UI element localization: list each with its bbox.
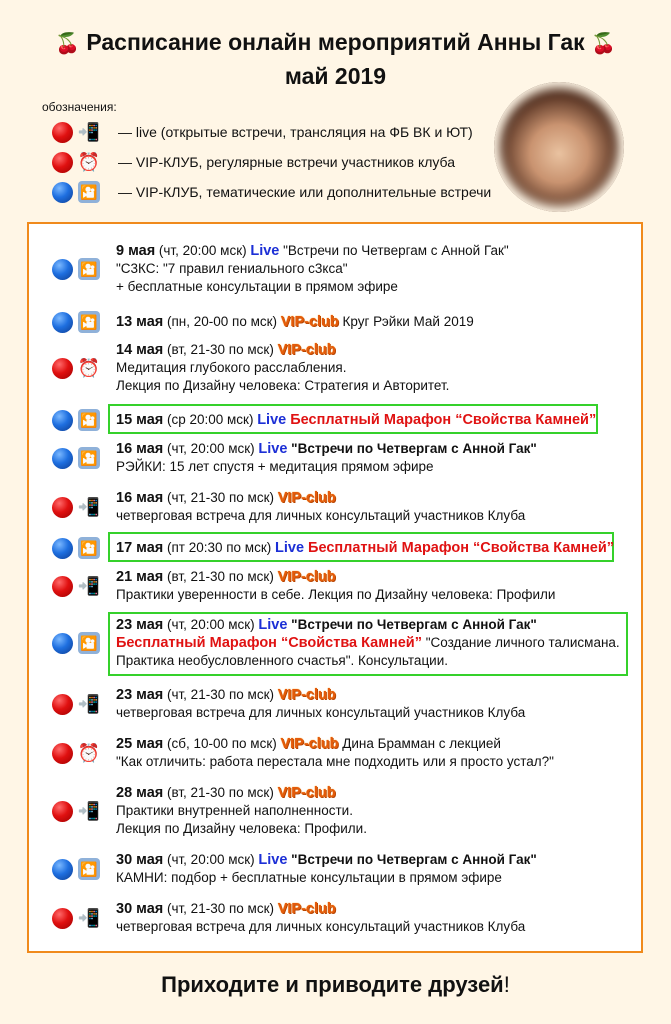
event-date: 21 мая — [116, 569, 164, 585]
event-date: 23 мая — [116, 617, 164, 633]
phone-icon: 📲 — [77, 576, 101, 596]
event-item — [52, 851, 537, 887]
event-tag-live: Live — [257, 412, 287, 428]
event-date: 13 мая — [116, 314, 164, 330]
event-item — [52, 341, 449, 395]
footer-exclamation: ! — [503, 972, 510, 997]
event-line: Практики уверенности в себе. Лекция по Дизайну человека: Профили — [116, 587, 556, 602]
event-line: КАМНИ: подбор + бесплатные консультации в прямом эфире — [116, 870, 502, 885]
footer-slogan — [0, 972, 671, 998]
event-meta: (чт, 20:00 мск) — [155, 243, 251, 258]
red-dot-icon — [52, 152, 73, 173]
event-line: Практики внутренней наполненности. — [116, 803, 353, 818]
avatar — [494, 82, 624, 212]
blue-dot-icon — [52, 259, 73, 280]
blue-dot-icon — [52, 538, 73, 559]
film-projector-icon: 🎦 — [78, 632, 100, 654]
blue-dot-icon — [52, 312, 73, 333]
event-item — [52, 900, 525, 936]
red-dot-icon — [52, 122, 73, 143]
event-item — [52, 242, 509, 296]
event-item — [52, 616, 620, 670]
event-line: четверговая встреча для личных консультаций участников Клуба — [116, 705, 526, 720]
alarm-clock-icon: ⏰ — [77, 743, 101, 763]
phone-icon: 📲 — [77, 801, 101, 821]
event-line: "Как отличить: работа перестала мне подходить или я просто устал?" — [116, 754, 554, 769]
event-item — [52, 409, 596, 431]
event-item — [52, 735, 554, 771]
event-meta: (чт, 21-30 по мск) — [163, 687, 278, 702]
event-date: 28 мая — [116, 785, 164, 801]
event-item — [52, 568, 555, 604]
red-dot-icon — [52, 908, 73, 929]
event-meta: (пт 20:30 по мск) — [163, 540, 275, 555]
event-line: четверговая встреча для личных консультаций участников Клуба — [116, 919, 526, 934]
cherry-icon: 🍒 — [55, 33, 80, 55]
event-date: 30 мая — [116, 852, 164, 868]
red-dot-icon — [52, 801, 73, 822]
blue-dot-icon — [52, 410, 73, 431]
phone-icon: 📲 — [77, 497, 101, 517]
footer-text: Приходите и приводите друзей — [161, 972, 504, 997]
event-meta: (чт, 20:00 мск) — [163, 441, 259, 456]
event-date: 16 мая — [116, 441, 164, 457]
event-line: Практика необусловленного счастья". Консультации. — [116, 653, 449, 668]
event-date: 23 мая — [116, 687, 164, 703]
event-tag-live: Live — [258, 441, 288, 457]
event-line: "Создание личного талисмана. — [421, 635, 620, 650]
film-projector-icon: 🎦 — [78, 537, 100, 559]
red-dot-icon — [52, 358, 73, 379]
event-line: Лекция по Дизайну человека: Профили. — [116, 821, 367, 836]
event-item — [52, 537, 614, 559]
event-tag-live: Live — [275, 540, 305, 556]
event-meta: (пн, 20-00 по мск) — [163, 314, 281, 329]
film-projector-icon: 🎦 — [78, 181, 100, 203]
event-line: четверговая встреча для личных консультаций участников Клуба — [116, 508, 526, 523]
legend-text: — VIP-КЛУБ, тематические или дополнительные встречи — [118, 184, 492, 200]
event-line: Медитация глубокого расслабления. — [116, 360, 347, 375]
blue-dot-icon — [52, 859, 73, 880]
title-line-1: Расписание онлайн мероприятий Анны Гак — [86, 29, 585, 55]
cherry-icon: 🍒 — [591, 33, 616, 55]
event-tag-vip: VIP-club — [277, 687, 336, 703]
event-line: РЭЙКИ: 15 лет спустя + медитация прямом эфире — [116, 459, 434, 474]
phone-icon: 📲 — [77, 694, 101, 714]
film-projector-icon: 🎦 — [78, 447, 100, 469]
event-tag-vip: VIP-club — [277, 785, 336, 801]
event-title: Дина Брамман с лекцией — [338, 736, 501, 751]
event-date: 9 мая — [116, 243, 156, 259]
event-marathon: Бесплатный Марафон “Свойства Камней” — [116, 635, 422, 651]
event-tag-vip: VIP-club — [280, 314, 339, 330]
event-meta: (вт, 21-30 по мск) — [163, 342, 278, 357]
blue-dot-icon — [52, 633, 73, 654]
phone-icon: 📲 — [77, 122, 101, 142]
event-meta: (вт, 21-30 по мск) — [163, 569, 278, 584]
event-date: 16 мая — [116, 490, 164, 506]
red-dot-icon — [52, 694, 73, 715]
event-title: "Встречи по Четвергам с Анной Гак" — [287, 617, 537, 632]
event-tag-live: Live — [250, 243, 280, 259]
legend-item-vip-regular — [52, 151, 455, 173]
event-meta: (чт, 20:00 мск) — [163, 852, 259, 867]
event-meta: (чт, 21-30 по мск) — [163, 490, 278, 505]
event-title: Круг Рэйки Май 2019 — [338, 314, 474, 329]
phone-icon: 📲 — [77, 908, 101, 928]
event-meta: (вт, 21-30 по мск) — [163, 785, 278, 800]
event-date: 15 мая — [116, 412, 164, 428]
event-meta: (ср 20:00 мск) — [163, 412, 258, 427]
event-line: + бесплатные консультации в прямом эфире — [116, 279, 398, 294]
film-projector-icon: 🎦 — [78, 858, 100, 880]
title-line-2: май 2019 — [284, 63, 387, 89]
red-dot-icon — [52, 743, 73, 764]
event-title: "Встречи по Четвергам с Анной Гак" — [287, 441, 537, 456]
event-line: Лекция по Дизайну человека: Стратегия и Авторитет. — [116, 378, 450, 393]
event-line: "С3КС: "7 правил гениального с3кса" — [116, 261, 348, 276]
event-marathon: Бесплатный Марафон “Свойства Камней” — [304, 540, 615, 556]
legend-heading: обозначения: — [42, 100, 117, 114]
event-tag-live: Live — [258, 617, 288, 633]
alarm-clock-icon: ⏰ — [77, 152, 101, 172]
event-item — [52, 311, 474, 333]
event-tag-vip: VIP-club — [277, 569, 336, 585]
event-date: 17 мая — [116, 540, 164, 556]
event-date: 30 мая — [116, 901, 164, 917]
blue-dot-icon — [52, 448, 73, 469]
legend-item-live — [52, 121, 473, 143]
legend-item-vip-thematic — [52, 181, 491, 203]
event-tag-vip: VIP-club — [277, 342, 336, 358]
film-projector-icon: 🎦 — [78, 409, 100, 431]
legend-text: — VIP-КЛУБ, регулярные встречи участников клуба — [118, 154, 456, 170]
event-tag-vip: VIP-club — [277, 490, 336, 506]
red-dot-icon — [52, 497, 73, 518]
blue-dot-icon — [52, 182, 73, 203]
event-item — [52, 440, 537, 476]
event-tag-vip: VIP-club — [280, 736, 339, 752]
alarm-clock-icon: ⏰ — [77, 358, 101, 378]
event-title: "Встречи по Четвергам с Анной Гак" — [279, 243, 509, 258]
event-tag-vip: VIP-club — [277, 901, 336, 917]
event-item — [52, 686, 525, 722]
event-item — [52, 489, 525, 525]
event-item — [52, 784, 367, 838]
event-meta: (сб, 10-00 по мск) — [163, 736, 281, 751]
event-meta: (чт, 21-30 по мск) — [163, 901, 278, 916]
event-meta: (чт, 20:00 мск) — [163, 617, 259, 632]
event-tag-live: Live — [258, 852, 288, 868]
legend-text: — live (открытые встречи, трансляция на ФБ ВК и ЮТ) — [118, 124, 473, 140]
event-marathon: Бесплатный Марафон “Свойства Камней” — [286, 412, 597, 428]
event-date: 25 мая — [116, 736, 164, 752]
film-projector-icon: 🎦 — [78, 311, 100, 333]
event-title: "Встречи по Четвергам с Анной Гак" — [287, 852, 537, 867]
event-date: 14 мая — [116, 342, 164, 358]
film-projector-icon: 🎦 — [78, 258, 100, 280]
red-dot-icon — [52, 576, 73, 597]
